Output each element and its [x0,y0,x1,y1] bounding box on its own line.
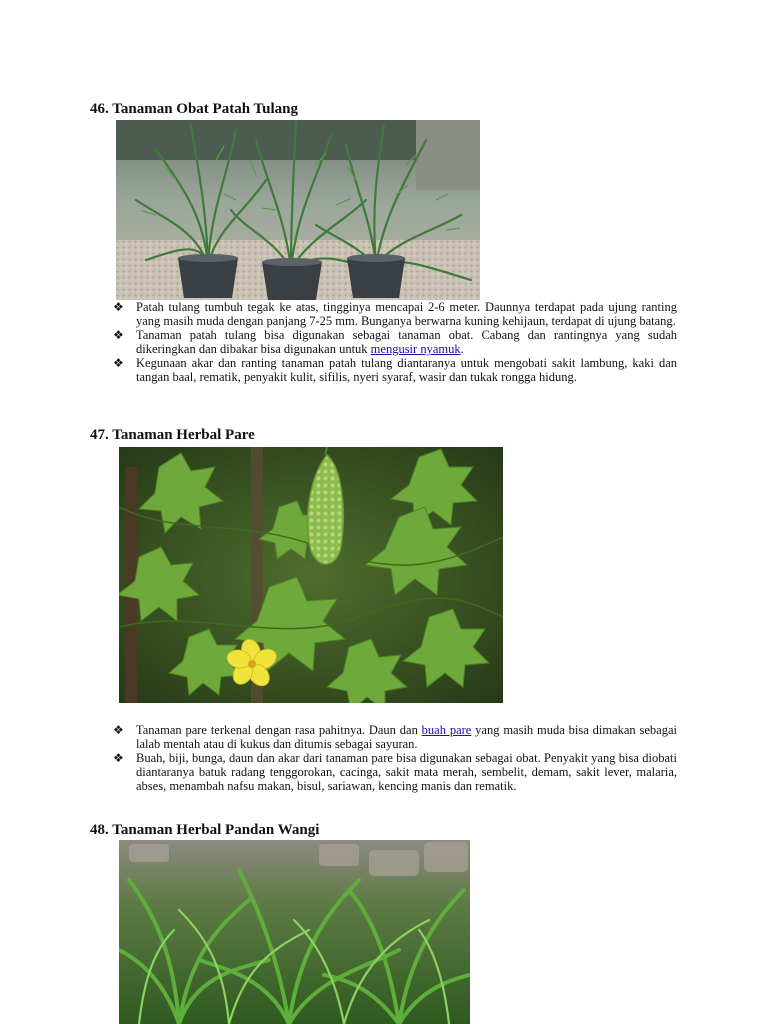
section-heading-46: 46. Tanaman Obat Patah Tulang [90,101,299,117]
buah-pare-link[interactable]: buah pare [421,723,472,737]
bullet-diamond-icon: ❖ [113,356,124,370]
bullet-diamond-icon: ❖ [113,300,124,314]
pandan-wangi-photo [119,840,470,1024]
pandan-wangi-image [119,840,470,1024]
patah-tulang-photo [116,120,480,300]
bullet-text: Tanaman pare terkenal dengan rasa pahitnya. Daun dan [136,723,422,737]
bullet-text: Buah, biji, bunga, daun dan akar dari tanaman pare bisa digunakan sebagai obat. Penyakit yang bisa diobati diantaranya batuk radang tenggorokan, cacinga, sakit mata merah, sembelit, demam, sakit lever, malaria, abses, menambah nafsu makan, bisul, sariawan, kencing manis dan rematik. [136,751,677,793]
bullet-text: Patah tulang tumbuh tegak ke atas, tingginya mencapai 2-6 meter. Daunnya terdapat pada ujung ranting yang masih muda dengan panjang 7-25 mm. Bunganya berwarna kuning kehijaun, terdapat di ujung batang. [136,300,677,328]
bullet-item [113,328,677,356]
section-heading-48: 48. Tanaman Herbal Pandan Wangi [90,822,320,838]
section-heading-47: 47. Tanaman Herbal Pare [90,427,255,443]
pare-photo [119,447,503,703]
mengusir-nyamuk-link[interactable]: mengusir nyamuk [370,342,461,356]
bullet-diamond-icon: ❖ [113,751,124,765]
bullet-text-end: yang masih muda bisa dimakan sebagai lalab mentah atau di kukus dan ditumis sebagai sayuran. [136,723,677,751]
bullet-diamond-icon: ❖ [113,723,124,737]
patah-tulang-image [116,120,480,300]
section-46-bullet-list [113,300,677,384]
section-47-bullet-list [113,723,677,793]
bullet-text: Tanaman patah tulang bisa digunakan sebagai tanaman obat. Cabang dan rantingnya yang sudah dikeringkan dan dibakar bisa digunakan untuk [136,328,677,356]
bullet-item [113,723,677,751]
pare-image [119,447,503,703]
bullet-diamond-icon: ❖ [113,328,124,342]
bullet-item [113,356,677,384]
bullet-text: Kegunaan akar dan ranting tanaman patah tulang diantaranya untuk mengobati sakit lambung, kaki dan tangan baal, rematik, penyakit kulit, sifilis, nyeri syaraf, wasir dan tukak rongga hidung. [136,356,677,384]
bullet-text-end: . [460,342,464,356]
bullet-item [113,751,677,793]
bullet-item [113,300,677,328]
